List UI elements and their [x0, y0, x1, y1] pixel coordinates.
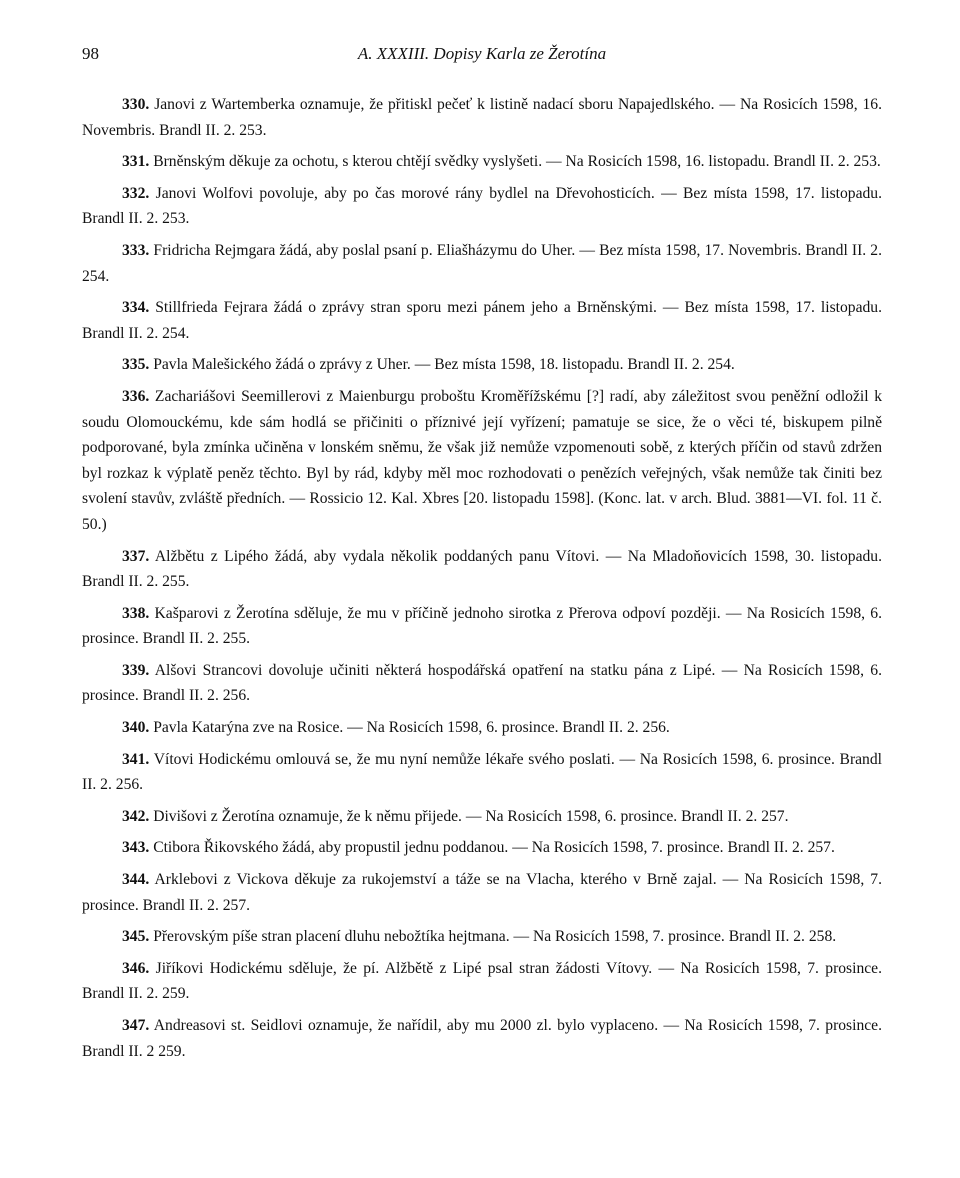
entry-text: Pavla Katarýna zve na Rosice. — Na Rosicích 1598, 6. prosince. Brandl II. 2. 256.	[149, 719, 670, 737]
entry	[82, 804, 882, 830]
entry-number: 346.	[122, 959, 150, 977]
entry-number: 333.	[122, 241, 150, 259]
entry-number: 340.	[122, 719, 150, 737]
entry-text: Zachariášovi Seemillerovi z Maienburgu proboštu Kroměřížskému [?] radí, aby záležitost svou peněžní odložil k soudu Olomouckému, kde sám hodlá se přičiniti o příznivé její vyřízení; pamatuje se sice, že o věci té, biskupem pilně podporované, byla zmínka učiněna v lonském sněmu, že však již nemůže vzpomenouti sobě, z kterých příčin od stavů zdržen byl rozkaz k výplatě peněz těchto. Byl by rád, kdyby měl moc rozhodovati o penězích veřejných, však nemůže tak činiti bez svolení stavův, zvláště předních. — Rossicio 12. Kal. Xbres [20. listopadu 1598]. (Konc. lat. v arch. Blud. 3881—VI. fol. 11 č. 50.)	[82, 387, 882, 533]
entry-number: 331.	[122, 153, 150, 171]
entry	[82, 544, 882, 595]
entry-number: 344.	[122, 871, 150, 889]
entry-text: Přerovským píše stran placení dluhu nebožtíka hejtmana. — Na Rosicích 1598, 7. prosince. Brandl II. 2. 258.	[149, 928, 837, 946]
entry-text: Brněnským děkuje za ochotu, s kterou chtějí svědky vyslyšeti. — Na Rosicích 1598, 16. listopadu. Brandl II. 2. 253.	[149, 153, 881, 171]
entry	[82, 181, 882, 232]
entry	[82, 601, 882, 652]
entry-text: Alšovi Strancovi dovoluje učiniti některá hospodářská opatření na statku pána z Lipé. — Na Rosicích 1598, 6. prosince. Brandl II. 2. 256.	[82, 661, 882, 705]
entry	[82, 384, 882, 538]
entry-text: Divišovi z Žerotína oznamuje, že k němu přijede. — Na Rosicích 1598, 6. prosince. Brandl II. 2. 257.	[149, 807, 789, 825]
entry-text: Jiříkovi Hodickému sděluje, že pí. Alžbětě z Lipé psal stran žádosti Vítovy. — Na Rosicích 1598, 7. prosince. Brandl II. 2. 259.	[82, 959, 882, 1003]
entry-number: 336.	[122, 387, 150, 405]
entry-text: Pavla Malešického žádá o zprávy z Uher. — Bez místa 1598, 18. listopadu. Brandl II. 2. 254.	[149, 356, 735, 374]
running-title: A. XXXIII. Dopisy Karla ze Žerotína	[357, 44, 607, 63]
entry-number: 334.	[122, 299, 150, 317]
entry	[82, 295, 882, 346]
entry-text: Kašparovi z Žerotína sděluje, že mu v příčině jednoho sirotka z Přerova odpoví později. — Na Rosicích 1598, 6. prosince. Brandl II. 2. 255.	[82, 604, 882, 648]
entry	[82, 149, 882, 175]
entry-text: Janovi z Wartemberka oznamuje, že přitiskl pečeť k listině nadací sboru Napajedlského. — Na Rosicích 1598, 16. Novembris. Brandl II. 2. 253.	[82, 96, 882, 139]
entry-number: 332.	[122, 184, 150, 202]
entry-text: Ctibora Řikovského žádá, aby propustil jednu poddanou. — Na Rosicích 1598, 7. prosince. Brandl II. 2. 257.	[149, 839, 835, 857]
entry-list	[82, 92, 882, 1064]
entry-text: Janovi Wolfovi povoluje, aby po čas morové rány bydlel na Dřevohosticích. — Bez místa 1598, 17. listopadu. Brandl II. 2. 253.	[82, 184, 882, 228]
entry-text: Arklebovi z Vickova děkuje za rukojemství a táže se na Vlacha, kterého v Brně zajal. — Na Rosicích 1598, 7. prosince. Brandl II. 2. 257.	[82, 871, 882, 914]
entry-text: Vítovi Hodickému omlouvá se, že mu nyní nemůže lékaře svého poslati. — Na Rosicích 1598, 6. prosince. Brandl II. 2. 256.	[82, 750, 882, 794]
entry	[82, 658, 882, 709]
entry-number: 343.	[122, 839, 150, 857]
entry-number: 345.	[122, 928, 150, 946]
document-page	[82, 40, 882, 1070]
entry-number: 339.	[122, 661, 150, 679]
entry	[82, 1013, 882, 1064]
entry-number: 341.	[122, 750, 150, 768]
entry	[82, 715, 882, 741]
entry	[82, 924, 882, 950]
entry-text: Andreasovi st. Seidlovi oznamuje, že nařídil, aby mu 2000 zl. bylo vyplaceno. — Na Rosicích 1598, 7. prosince. Brandl II. 2 259.	[82, 1017, 882, 1060]
entry	[82, 956, 882, 1007]
entry-number: 342.	[122, 807, 150, 825]
entry	[82, 352, 882, 378]
entry	[82, 747, 882, 798]
entry-number: 335.	[122, 356, 150, 374]
entry	[82, 92, 882, 143]
entry-number: 330.	[122, 96, 150, 113]
entry-text: Alžbětu z Lipého žádá, aby vydala několik poddaných panu Vítovi. — Na Mladoňovicích 1598, 30. listopadu. Brandl II. 2. 255.	[82, 547, 882, 591]
entry-text: Fridricha Rejmgara žádá, aby poslal psaní p. Eliašházymu do Uher. — Bez místa 1598, 17. Novembris. Brandl II. 2. 254.	[82, 241, 882, 285]
entry	[82, 867, 882, 918]
entry	[82, 238, 882, 289]
entry-number: 337.	[122, 547, 150, 565]
page-header	[82, 40, 882, 72]
entry-number: 347.	[122, 1017, 150, 1034]
page-number: 98	[82, 44, 99, 63]
entry-number: 338.	[122, 604, 150, 622]
entry-text: Stillfrieda Fejrara žádá o zprávy stran sporu mezi pánem jeho a Brněnskými. — Bez místa 1598, 17. listopadu. Brandl II. 2. 254.	[82, 299, 882, 342]
entry	[82, 835, 882, 861]
